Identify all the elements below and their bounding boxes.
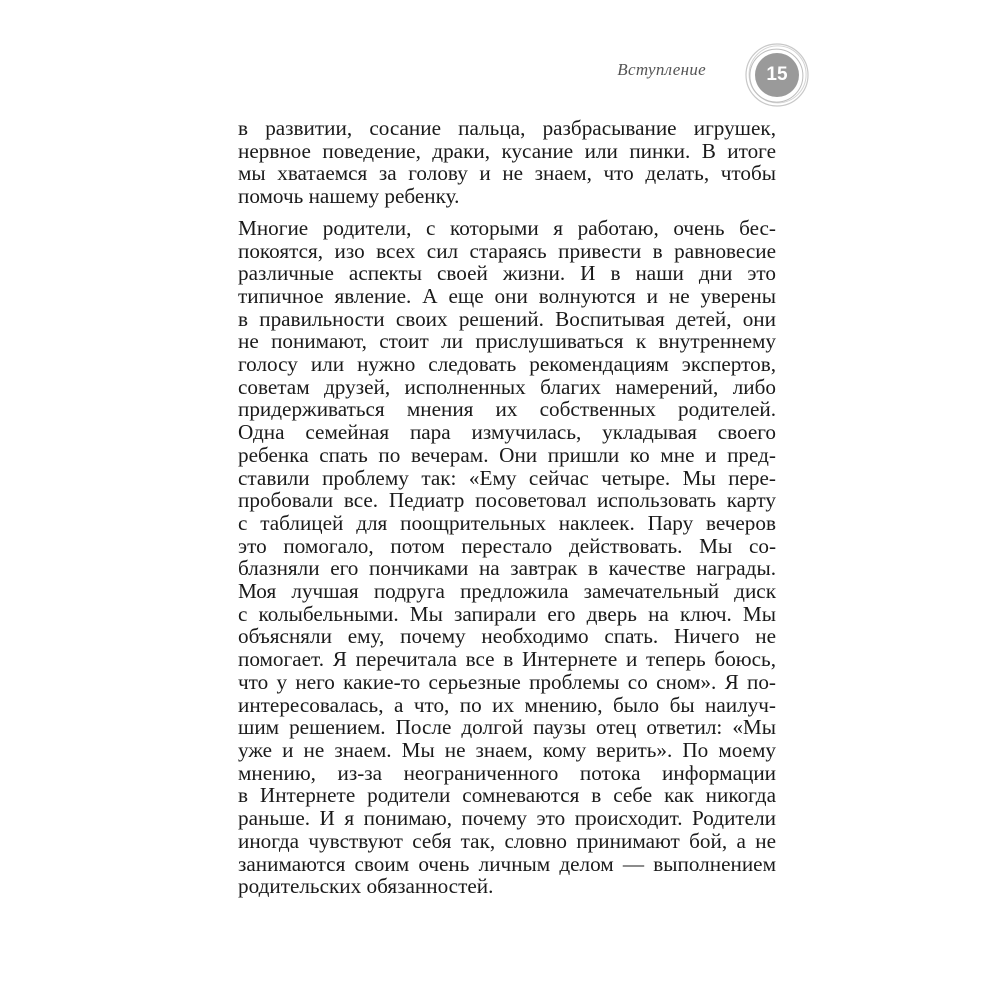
section-title: Вступление [617,60,706,79]
text-line: мнению, из-за неограниченного потока информации [238,760,776,785]
body-text [238,117,776,898]
text-line: в развитии, сосание пальца, разбрасывание игрушек, [238,116,776,140]
text-line: помогает. Я перечитала все в Интернете и теперь боюсь, [238,647,776,672]
text-line: в Интернете родители сомневаются в себе как никогда [238,783,776,808]
text-line: ставили проблему так: «Ему сейчас четыре. Мы пере- [238,465,776,490]
text-line: с колыбельными. Мы запирали его дверь на ключ. Мы [238,601,776,626]
page-number-badge [744,42,810,108]
text-line: шим решением. После долгой паузы отец ответил: «Мы [238,715,776,740]
text-line: родительских обязанностей. [238,874,494,899]
text-line: нервное поведение, драки, кусание или пинки. В итоге [238,138,776,163]
text-line: в правильности своих решений. Воспитывая детей, они [238,306,776,331]
text-line: раньше. И я понимаю, почему это происходит. Родители [238,806,776,831]
paragraph [238,217,776,898]
text-line: не понимают, стоит ли прислушиваться к внутреннему [238,329,776,354]
text-line: что у него какие-то серьезные проблемы со сном». Я по- [238,669,776,694]
text-line: занимаются своим очень личным делом — выполнением [238,851,776,876]
page-number: 15 [766,64,788,85]
running-head [560,42,810,102]
text-line: уже и не знаем. Мы не знаем, кому верить». По моему [238,737,776,762]
text-line: Моя лучшая подруга предложила замечательный диск [238,579,776,604]
paragraph [238,117,776,208]
text-line: блазняли его пончиками на завтрак в качестве награды. [238,556,776,581]
text-line: советам друзей, исполненных благих намерений, либо [238,374,776,399]
text-line: иногда чувствуют себя так, словно принимают бой, а не [238,828,776,853]
text-line: пробовали все. Педиатр посоветовал использовать карту [238,488,776,513]
text-line: объясняли ему, почему необходимо спать. Ничего не [238,624,776,649]
text-line: интересовалась, а что, по их мнению, было бы наилуч- [238,692,776,717]
text-line: Одна семейная пара измучилась, укладывая своего [238,420,776,445]
text-line: типичное явление. А еще они волнуются и не уверены [238,283,776,308]
text-line: помочь нашему ребенку. [238,184,460,209]
text-line: Многие родители, с которыми я работаю, очень бес- [238,215,776,240]
text-line: с таблицей для поощрительных наклеек. Пару вечеров [238,510,776,535]
text-line: придерживаться мнения их собственных родителей. [238,397,776,422]
text-line: ребенка спать по вечерам. Они пришли ко мне и пред- [238,442,776,467]
text-line: мы хватаемся за голову и не знаем, что делать, чтобы [238,161,776,186]
text-line: это помогало, потом перестало действовать. Мы со- [238,533,776,558]
text-line: голосу или нужно следовать рекомендациям экспертов, [238,352,776,377]
text-line: различные аспекты своей жизни. И в наши дни это [238,261,776,286]
text-line: покоятся, изо всех сил стараясь привести в равновесие [238,238,776,263]
